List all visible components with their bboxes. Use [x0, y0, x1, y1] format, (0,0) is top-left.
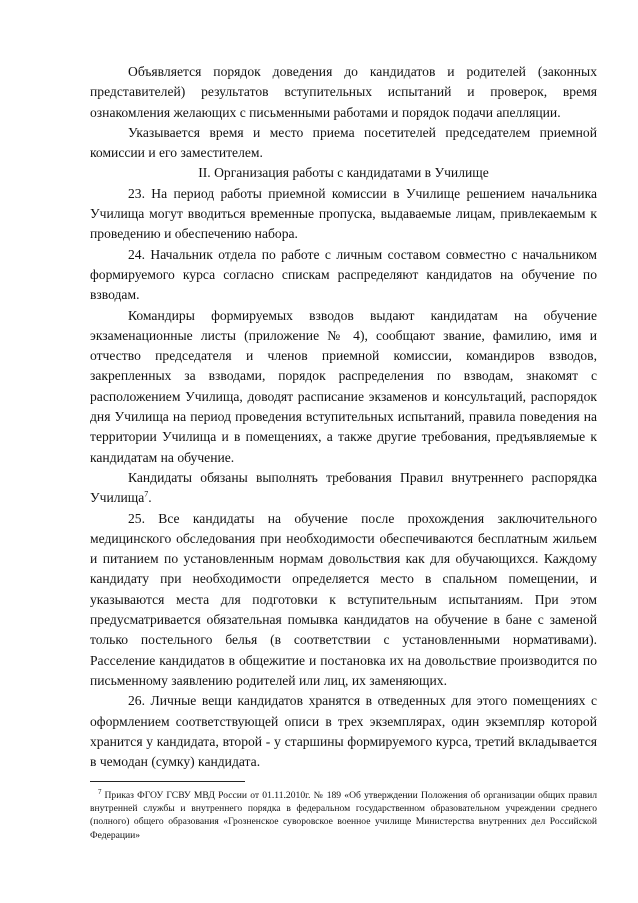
paragraph-24: 24. Начальник отдела по работе с личным составом совместно с начальником формируемого курса согласно спискам распределяют кандидатов на обучение по взводам.: [90, 246, 597, 303]
paragraph-26: 26. Личные вещи кандидатов хранятся в отведенных для этого помещениях с оформлением соответствующей описи в трех экземплярах, один экземпляр которой хранится у кандидата, второй - у старшины формируемого курса, третий вкладывается в чемодан (сумку) кандидата.: [90, 693, 597, 770]
section-heading: II. Организация работы с кандидатами в Училище: [198, 165, 489, 181]
paragraph-results-announcement: Объявляется порядок доведения до кандидатов и родителей (законных представителей) результатов вступительных испытаний и проверок, время ознакомления желающих с письменными работами и порядок подачи апелляции.: [90, 64, 597, 120]
footnote-reference[interactable]: 7: [144, 489, 149, 499]
rules-text-end: .: [148, 490, 152, 506]
footnote-mark: 7: [98, 787, 102, 796]
document-body: [90, 62, 597, 772]
paragraph-visiting-hours: Указывается время и место приема посетителей председателем приемной комиссии и его заместителем.: [90, 124, 597, 161]
footnote-paragraph: [90, 789, 597, 842]
paragraph-24-rules: [90, 468, 597, 509]
rules-text: Кандидаты обязаны выполнять требования Правил внутреннего распорядка Училища: [90, 469, 597, 506]
paragraph-25: 25. Все кандидаты на обучение после прохождения заключительного медицинского обследования при необходимости обеспечиваются бесплатным жильем и питанием по установленным нормам довольствия как для обучающихся. Каждому кандидату при необходимости определяется место в спальном помещении, и указываются места для подготовки к вступительным испытаниям. При этом предусматривается обязательная помывка кандидатов на обучение в бане с заменой только постельного белья (в соответствии с установленными нормативами). Расселение кандидатов в общежитие и постановка их на довольствие производится по письменному заявлению родителей или лиц, их заменяющих.: [90, 510, 597, 688]
footnote: [90, 789, 597, 842]
paragraph-24-commanders: Командиры формируемых взводов выдают кандидатам на обучение экзаменационные листы (приложение № 4), сообщают звание, фамилию, имя и отчество председателя и членов приемной комиссии, командиров взводов, закрепленных за взводами, порядок распределения по взводам, знакомят с расположением Училища, доводят расписание экзаменов и консультаций, распорядок дня Училища на период проведения вступительных испытаний, правила поведения на территории Училища и в помещениях, а также другие требования, предъявляемые к кандидатам на обучение.: [90, 307, 597, 465]
footnote-divider: [90, 781, 245, 782]
footnote-text: Приказ ФГОУ ГСВУ МВД России от 01.11.2010г. № 189 «Об утверждении Положения об организации общих правил внутренней службы и внутреннего порядка в федеральном государственном образовательном учреждении среднего (полного) общего образования «Грозненское суворовское военное училище Министерства внутренних дел Российской Федерации»: [90, 790, 597, 841]
paragraph-23: 23. На период работы приемной комиссии в Училище решением начальника Училища могут вводиться временные пропуска, выдаваемые лицам, привлекаемым к проведению и обеспечению набора.: [90, 185, 597, 242]
